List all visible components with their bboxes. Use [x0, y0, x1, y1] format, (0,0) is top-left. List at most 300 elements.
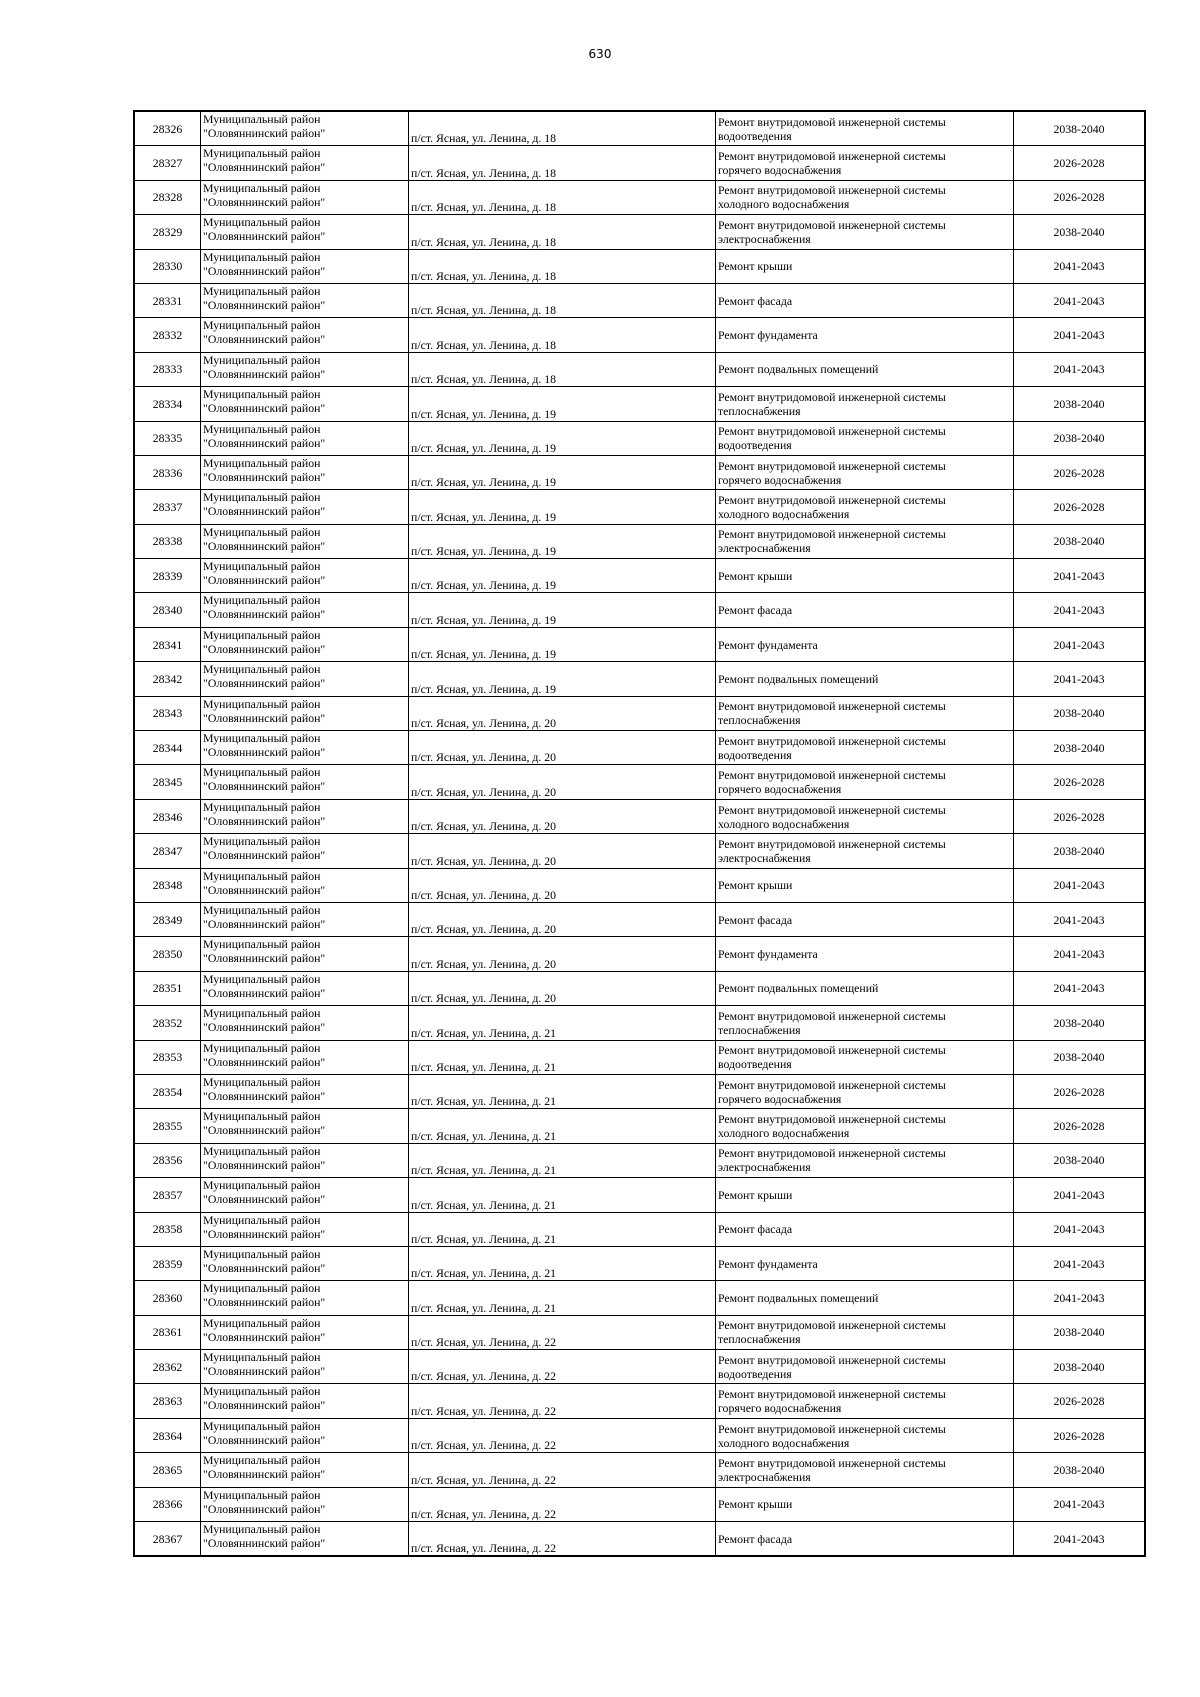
municipality-cell — [201, 662, 409, 696]
period-cell: 2041-2043 — [1014, 1281, 1146, 1315]
repair-schedule-table — [133, 110, 1146, 1557]
municipality-type: Муниципальный район — [203, 1246, 321, 1261]
address-cell: п/ст. Ясная, ул. Ленина, д. 21 — [409, 1281, 716, 1315]
work-type-line-1: Ремонт фасада — [718, 603, 793, 618]
municipality-cell — [201, 696, 409, 730]
municipality-name: "Оловяннинский район" — [203, 916, 326, 931]
municipality-type: Муниципальный район — [203, 1178, 321, 1193]
row-number-cell: 28358 — [134, 1212, 201, 1246]
work-type-line-2: водоотведения — [718, 438, 792, 453]
municipality-cell — [201, 731, 409, 765]
address-cell: п/ст. Ясная, ул. Ленина, д. 18 — [409, 215, 716, 249]
municipality-type: Муниципальный район — [203, 112, 321, 126]
address-cell: п/ст. Ясная, ул. Ленина, д. 18 — [409, 318, 716, 352]
work-type-line-2: холодного водоснабжения — [718, 506, 850, 521]
municipality-type: Муниципальный район — [203, 1350, 321, 1365]
work-type-cell — [716, 352, 1014, 386]
period-cell: 2026-2028 — [1014, 1384, 1146, 1418]
municipality-type: Муниципальный район — [203, 387, 321, 402]
municipality-name: "Оловяннинский район" — [203, 366, 326, 381]
municipality-name: "Оловяннинский район" — [203, 1295, 326, 1310]
row-number-cell: 28366 — [134, 1487, 201, 1521]
municipality-cell — [201, 1006, 409, 1040]
row-number-cell: 28335 — [134, 421, 201, 455]
row-number-cell: 28343 — [134, 696, 201, 730]
municipality-name: "Оловяннинский район" — [203, 1398, 326, 1413]
table-row — [134, 1212, 1145, 1246]
table-row — [134, 1350, 1145, 1384]
municipality-cell — [201, 490, 409, 524]
period-cell: 2038-2040 — [1014, 1350, 1146, 1384]
work-type-cell — [716, 627, 1014, 661]
table-body — [134, 111, 1145, 1556]
municipality-cell — [201, 524, 409, 558]
municipality-name: "Оловяннинский район" — [203, 1432, 326, 1447]
period-cell: 2041-2043 — [1014, 1178, 1146, 1212]
row-number-cell: 28342 — [134, 662, 201, 696]
work-type-cell — [716, 868, 1014, 902]
address-cell: п/ст. Ясная, ул. Ленина, д. 19 — [409, 559, 716, 593]
municipality-name: "Оловяннинский район" — [203, 435, 326, 450]
municipality-cell — [201, 1315, 409, 1349]
municipality-name: "Оловяннинский район" — [203, 1157, 326, 1172]
municipality-name: "Оловяннинский район" — [203, 745, 326, 760]
municipality-type: Муниципальный район — [203, 1006, 321, 1021]
municipality-type: Муниципальный район — [203, 146, 321, 161]
work-type-cell — [716, 937, 1014, 971]
row-number-cell: 28353 — [134, 1040, 201, 1074]
work-type-line-2: теплоснабжения — [718, 713, 801, 728]
address-cell: п/ст. Ясная, ул. Ленина, д. 19 — [409, 455, 716, 489]
row-number-cell: 28345 — [134, 765, 201, 799]
work-type-cell — [716, 1143, 1014, 1177]
work-type-line-1: Ремонт внутридомовой инженерной системы — [718, 183, 946, 198]
work-type-line-2: холодного водоснабжения — [718, 1435, 850, 1450]
work-type-cell — [716, 1281, 1014, 1315]
work-type-line-2: теплоснабжения — [718, 1332, 801, 1347]
municipality-cell — [201, 111, 409, 146]
work-type-line-1: Ремонт внутридомовой инженерной системы — [718, 1008, 946, 1023]
municipality-cell — [201, 1246, 409, 1280]
work-type-line-1: Ремонт внутридомовой инженерной системы — [718, 458, 946, 473]
row-number-cell: 28351 — [134, 971, 201, 1005]
work-type-cell — [716, 1212, 1014, 1246]
work-type-cell — [716, 834, 1014, 868]
period-cell: 2038-2040 — [1014, 387, 1146, 421]
work-type-line-1: Ремонт фундамента — [718, 947, 818, 962]
municipality-name: "Оловяннинский район" — [203, 1329, 326, 1344]
work-type-line-1: Ремонт подвальных помещений — [718, 1290, 879, 1305]
work-type-line-2: электроснабжения — [718, 1469, 811, 1484]
address-cell: п/ст. Ясная, ул. Ленина, д. 20 — [409, 799, 716, 833]
work-type-line-1: Ремонт фундамента — [718, 328, 818, 343]
table-row — [134, 421, 1145, 455]
row-number-cell: 28356 — [134, 1143, 201, 1177]
address-cell: п/ст. Ясная, ул. Ленина, д. 22 — [409, 1453, 716, 1487]
table-row — [134, 1487, 1145, 1521]
row-number-cell: 28344 — [134, 731, 201, 765]
work-type-cell — [716, 249, 1014, 283]
address-cell: п/ст. Ясная, ул. Ленина, д. 21 — [409, 1143, 716, 1177]
row-number-cell: 28339 — [134, 559, 201, 593]
row-number-cell: 28363 — [134, 1384, 201, 1418]
address-cell: п/ст. Ясная, ул. Ленина, д. 18 — [409, 283, 716, 317]
page-number: 630 — [588, 47, 612, 61]
work-type-cell — [716, 146, 1014, 180]
municipality-cell — [201, 1487, 409, 1521]
municipality-type: Муниципальный район — [203, 215, 321, 230]
row-number-cell: 28346 — [134, 799, 201, 833]
municipality-name: "Оловяннинский район" — [203, 1226, 326, 1241]
municipality-cell — [201, 1384, 409, 1418]
address-cell: п/ст. Ясная, ул. Ленина, д. 19 — [409, 421, 716, 455]
period-cell: 2026-2028 — [1014, 1074, 1146, 1108]
work-type-cell — [716, 524, 1014, 558]
period-cell: 2026-2028 — [1014, 146, 1146, 180]
address-cell: п/ст. Ясная, ул. Ленина, д. 22 — [409, 1487, 716, 1521]
work-type-line-1: Ремонт крыши — [718, 1187, 793, 1202]
municipality-type: Муниципальный район — [203, 937, 321, 952]
address-cell: п/ст. Ясная, ул. Ленина, д. 19 — [409, 593, 716, 627]
work-type-cell — [716, 593, 1014, 627]
municipality-name: "Оловяннинский район" — [203, 951, 326, 966]
municipality-type: Муниципальный район — [203, 765, 321, 780]
municipality-name: "Оловяннинский район" — [203, 985, 326, 1000]
municipality-name: "Оловяннинский район" — [203, 504, 326, 519]
municipality-cell — [201, 834, 409, 868]
work-type-line-1: Ремонт внутридомовой инженерной системы — [718, 492, 946, 507]
work-type-line-2: горячего водоснабжения — [718, 1091, 842, 1106]
work-type-line-1: Ремонт крыши — [718, 568, 793, 583]
municipality-cell — [201, 971, 409, 1005]
municipality-name: "Оловяннинский район" — [203, 1501, 326, 1516]
work-type-cell — [716, 731, 1014, 765]
table-row — [134, 146, 1145, 180]
period-cell: 2038-2040 — [1014, 1453, 1146, 1487]
period-cell: 2038-2040 — [1014, 215, 1146, 249]
work-type-cell — [716, 799, 1014, 833]
address-cell: п/ст. Ясная, ул. Ленина, д. 22 — [409, 1522, 716, 1557]
municipality-type: Муниципальный район — [203, 799, 321, 814]
municipality-cell — [201, 1074, 409, 1108]
work-type-cell — [716, 1006, 1014, 1040]
municipality-type: Муниципальный район — [203, 249, 321, 264]
work-type-line-2: теплоснабжения — [718, 1022, 801, 1037]
address-cell: п/ст. Ясная, ул. Ленина, д. 21 — [409, 1109, 716, 1143]
municipality-name: "Оловяннинский район" — [203, 1536, 326, 1551]
work-type-cell — [716, 696, 1014, 730]
table-row — [134, 1006, 1145, 1040]
address-cell: п/ст. Ясная, ул. Ленина, д. 22 — [409, 1418, 716, 1452]
municipality-type: Муниципальный район — [203, 1487, 321, 1502]
address-cell: п/ст. Ясная, ул. Ленина, д. 21 — [409, 1006, 716, 1040]
work-type-line-1: Ремонт внутридомовой инженерной системы — [718, 699, 946, 714]
work-type-cell — [716, 662, 1014, 696]
municipality-type: Муниципальный район — [203, 421, 321, 436]
municipality-cell — [201, 1212, 409, 1246]
municipality-type: Муниципальный район — [203, 593, 321, 608]
work-type-line-2: электроснабжения — [718, 231, 811, 246]
table-row — [134, 352, 1145, 386]
row-number-cell: 28367 — [134, 1522, 201, 1557]
municipality-type: Муниципальный район — [203, 1074, 321, 1089]
municipality-type: Муниципальный район — [203, 1315, 321, 1330]
row-number-cell: 28340 — [134, 593, 201, 627]
table-row — [134, 868, 1145, 902]
address-cell: п/ст. Ясная, ул. Ленина, д. 21 — [409, 1074, 716, 1108]
period-cell: 2041-2043 — [1014, 1487, 1146, 1521]
period-cell: 2026-2028 — [1014, 1418, 1146, 1452]
municipality-name: "Оловяннинский район" — [203, 263, 326, 278]
work-type-cell — [716, 1350, 1014, 1384]
municipality-type: Муниципальный район — [203, 490, 321, 505]
table-row — [134, 1074, 1145, 1108]
period-cell: 2041-2043 — [1014, 627, 1146, 661]
work-type-cell — [716, 1522, 1014, 1557]
address-cell: п/ст. Ясная, ул. Ленина, д. 20 — [409, 834, 716, 868]
municipality-type: Муниципальный район — [203, 1109, 321, 1124]
work-type-line-1: Ремонт внутридомовой инженерной системы — [718, 424, 946, 439]
municipality-name: "Оловяннинский район" — [203, 297, 326, 312]
table-row — [134, 559, 1145, 593]
table-row — [134, 1246, 1145, 1280]
period-cell: 2026-2028 — [1014, 180, 1146, 214]
table-row — [134, 937, 1145, 971]
period-cell: 2041-2043 — [1014, 1522, 1146, 1557]
municipality-cell — [201, 1040, 409, 1074]
row-number-cell: 28326 — [134, 111, 201, 146]
municipality-cell — [201, 387, 409, 421]
municipality-type: Муниципальный район — [203, 352, 321, 367]
period-cell: 2038-2040 — [1014, 1143, 1146, 1177]
municipality-type: Муниципальный район — [203, 524, 321, 539]
municipality-cell — [201, 937, 409, 971]
municipality-cell — [201, 1418, 409, 1452]
address-cell: п/ст. Ясная, ул. Ленина, д. 20 — [409, 765, 716, 799]
municipality-name: "Оловяннинский район" — [203, 848, 326, 863]
municipality-name: "Оловяннинский район" — [203, 194, 326, 209]
address-cell: п/ст. Ясная, ул. Ленина, д. 20 — [409, 971, 716, 1005]
table-row — [134, 318, 1145, 352]
row-number-cell: 28333 — [134, 352, 201, 386]
municipality-cell — [201, 1178, 409, 1212]
municipality-name: "Оловяннинский район" — [203, 779, 326, 794]
municipality-type: Муниципальный район — [203, 1453, 321, 1468]
municipality-name: "Оловяннинский район" — [203, 1260, 326, 1275]
municipality-cell — [201, 902, 409, 936]
address-cell: п/ст. Ясная, ул. Ленина, д. 21 — [409, 1212, 716, 1246]
municipality-name: "Оловяннинский район" — [203, 1020, 326, 1035]
municipality-cell — [201, 146, 409, 180]
municipality-type: Муниципальный район — [203, 902, 321, 917]
work-type-cell — [716, 1109, 1014, 1143]
table-row — [134, 215, 1145, 249]
period-cell: 2038-2040 — [1014, 834, 1146, 868]
municipality-cell — [201, 593, 409, 627]
municipality-name: "Оловяннинский район" — [203, 469, 326, 484]
address-cell: п/ст. Ясная, ул. Ленина, д. 20 — [409, 696, 716, 730]
row-number-cell: 28350 — [134, 937, 201, 971]
address-cell: п/ст. Ясная, ул. Ленина, д. 18 — [409, 146, 716, 180]
work-type-line-1: Ремонт фундамента — [718, 1256, 818, 1271]
municipality-name: "Оловяннинский район" — [203, 676, 326, 691]
work-type-line-1: Ремонт внутридомовой инженерной системы — [718, 217, 946, 232]
row-number-cell: 28355 — [134, 1109, 201, 1143]
municipality-cell — [201, 559, 409, 593]
work-type-cell — [716, 1178, 1014, 1212]
table-row — [134, 696, 1145, 730]
municipality-name: "Оловяннинский район" — [203, 573, 326, 588]
municipality-cell — [201, 799, 409, 833]
address-cell: п/ст. Ясная, ул. Ленина, д. 21 — [409, 1040, 716, 1074]
row-number-cell: 28331 — [134, 283, 201, 317]
table-row — [134, 1453, 1145, 1487]
address-cell: п/ст. Ясная, ул. Ленина, д. 20 — [409, 731, 716, 765]
address-cell: п/ст. Ясная, ул. Ленина, д. 18 — [409, 180, 716, 214]
work-type-line-1: Ремонт внутридомовой инженерной системы — [718, 1077, 946, 1092]
municipality-cell — [201, 765, 409, 799]
work-type-line-1: Ремонт внутридомовой инженерной системы — [718, 1455, 946, 1470]
municipality-cell — [201, 318, 409, 352]
work-type-line-1: Ремонт внутридомовой инженерной системы — [718, 802, 946, 817]
table-row — [134, 1040, 1145, 1074]
work-type-line-1: Ремонт фасада — [718, 1222, 793, 1237]
address-cell: п/ст. Ясная, ул. Ленина, д. 18 — [409, 249, 716, 283]
municipality-cell — [201, 249, 409, 283]
municipality-type: Муниципальный район — [203, 1522, 321, 1537]
row-number-cell: 28357 — [134, 1178, 201, 1212]
work-type-line-1: Ремонт внутридомовой инженерной системы — [718, 836, 946, 851]
work-type-line-1: Ремонт крыши — [718, 1497, 793, 1512]
municipality-type: Муниципальный район — [203, 1418, 321, 1433]
period-cell: 2026-2028 — [1014, 765, 1146, 799]
work-type-line-1: Ремонт внутридомовой инженерной системы — [718, 527, 946, 542]
work-type-cell — [716, 318, 1014, 352]
municipality-cell — [201, 352, 409, 386]
work-type-line-1: Ремонт внутридомовой инженерной системы — [718, 149, 946, 164]
address-cell: п/ст. Ясная, ул. Ленина, д. 21 — [409, 1178, 716, 1212]
address-cell: п/ст. Ясная, ул. Ленина, д. 19 — [409, 524, 716, 558]
row-number-cell: 28332 — [134, 318, 201, 352]
period-cell: 2041-2043 — [1014, 1246, 1146, 1280]
work-type-cell — [716, 215, 1014, 249]
period-cell: 2041-2043 — [1014, 902, 1146, 936]
table-row — [134, 1281, 1145, 1315]
work-type-line-1: Ремонт внутридомовой инженерной системы — [718, 1146, 946, 1161]
municipality-cell — [201, 1143, 409, 1177]
row-number-cell: 28341 — [134, 627, 201, 661]
municipality-type: Муниципальный район — [203, 559, 321, 574]
row-number-cell: 28364 — [134, 1418, 201, 1452]
period-cell: 2038-2040 — [1014, 1006, 1146, 1040]
row-number-cell: 28328 — [134, 180, 201, 214]
work-type-cell — [716, 180, 1014, 214]
row-number-cell: 28352 — [134, 1006, 201, 1040]
period-cell: 2041-2043 — [1014, 249, 1146, 283]
table-row — [134, 1178, 1145, 1212]
municipality-cell — [201, 1350, 409, 1384]
period-cell: 2038-2040 — [1014, 731, 1146, 765]
period-cell: 2041-2043 — [1014, 593, 1146, 627]
municipality-type: Муниципальный район — [203, 180, 321, 195]
municipality-name: "Оловяннинский район" — [203, 813, 326, 828]
table-row — [134, 731, 1145, 765]
period-cell: 2041-2043 — [1014, 1212, 1146, 1246]
work-type-line-1: Ремонт подвальных помещений — [718, 362, 879, 377]
period-cell: 2038-2040 — [1014, 1315, 1146, 1349]
row-number-cell: 28361 — [134, 1315, 201, 1349]
period-cell: 2038-2040 — [1014, 1040, 1146, 1074]
work-type-line-2: водоотведения — [718, 128, 792, 143]
row-number-cell: 28365 — [134, 1453, 201, 1487]
table-row — [134, 1418, 1145, 1452]
row-number-cell: 28359 — [134, 1246, 201, 1280]
municipality-name: "Оловяннинский район" — [203, 1467, 326, 1482]
work-type-line-2: электроснабжения — [718, 541, 811, 556]
table-row — [134, 1143, 1145, 1177]
work-type-line-1: Ремонт внутридомовой инженерной системы — [718, 1043, 946, 1058]
municipality-type: Муниципальный район — [203, 1143, 321, 1158]
work-type-line-1: Ремонт внутридомовой инженерной системы — [718, 1387, 946, 1402]
work-type-line-2: горячего водоснабжения — [718, 163, 842, 178]
table-row — [134, 490, 1145, 524]
work-type-line-1: Ремонт крыши — [718, 878, 793, 893]
municipality-type: Муниципальный район — [203, 1040, 321, 1055]
work-type-cell — [716, 971, 1014, 1005]
work-type-line-2: электроснабжения — [718, 850, 811, 865]
period-cell: 2038-2040 — [1014, 524, 1146, 558]
work-type-line-1: Ремонт фасада — [718, 1531, 793, 1546]
municipality-name: "Оловяннинский район" — [203, 538, 326, 553]
municipality-type: Муниципальный район — [203, 1281, 321, 1296]
work-type-cell — [716, 111, 1014, 146]
work-type-line-1: Ремонт внутридомовой инженерной системы — [718, 733, 946, 748]
municipality-type: Муниципальный район — [203, 731, 321, 746]
table-row — [134, 524, 1145, 558]
work-type-line-2: теплоснабжения — [718, 403, 801, 418]
work-type-cell — [716, 1418, 1014, 1452]
table-row — [134, 249, 1145, 283]
municipality-cell — [201, 421, 409, 455]
work-type-line-2: горячего водоснабжения — [718, 782, 842, 797]
work-type-cell — [716, 1487, 1014, 1521]
work-type-line-1: Ремонт подвальных помещений — [718, 981, 879, 996]
row-number-cell: 28329 — [134, 215, 201, 249]
row-number-cell: 28348 — [134, 868, 201, 902]
municipality-name: "Оловяннинский район" — [203, 1364, 326, 1379]
row-number-cell: 28354 — [134, 1074, 201, 1108]
work-type-line-1: Ремонт крыши — [718, 259, 793, 274]
period-cell: 2041-2043 — [1014, 283, 1146, 317]
work-type-line-1: Ремонт внутридомовой инженерной системы — [718, 1421, 946, 1436]
municipality-cell — [201, 1109, 409, 1143]
address-cell: п/ст. Ясная, ул. Ленина, д. 20 — [409, 902, 716, 936]
work-type-line-1: Ремонт внутридомовой инженерной системы — [718, 1352, 946, 1367]
period-cell: 2026-2028 — [1014, 1109, 1146, 1143]
address-cell: п/ст. Ясная, ул. Ленина, д. 19 — [409, 387, 716, 421]
row-number-cell: 28330 — [134, 249, 201, 283]
municipality-name: "Оловяннинский район" — [203, 1123, 326, 1138]
work-type-cell — [716, 455, 1014, 489]
period-cell: 2038-2040 — [1014, 111, 1146, 146]
period-cell: 2038-2040 — [1014, 421, 1146, 455]
work-type-line-1: Ремонт фасада — [718, 912, 793, 927]
municipality-type: Муниципальный район — [203, 455, 321, 470]
table-row — [134, 662, 1145, 696]
work-type-line-1: Ремонт фасада — [718, 293, 793, 308]
work-type-line-2: холодного водоснабжения — [718, 1126, 850, 1141]
municipality-type: Муниципальный район — [203, 971, 321, 986]
